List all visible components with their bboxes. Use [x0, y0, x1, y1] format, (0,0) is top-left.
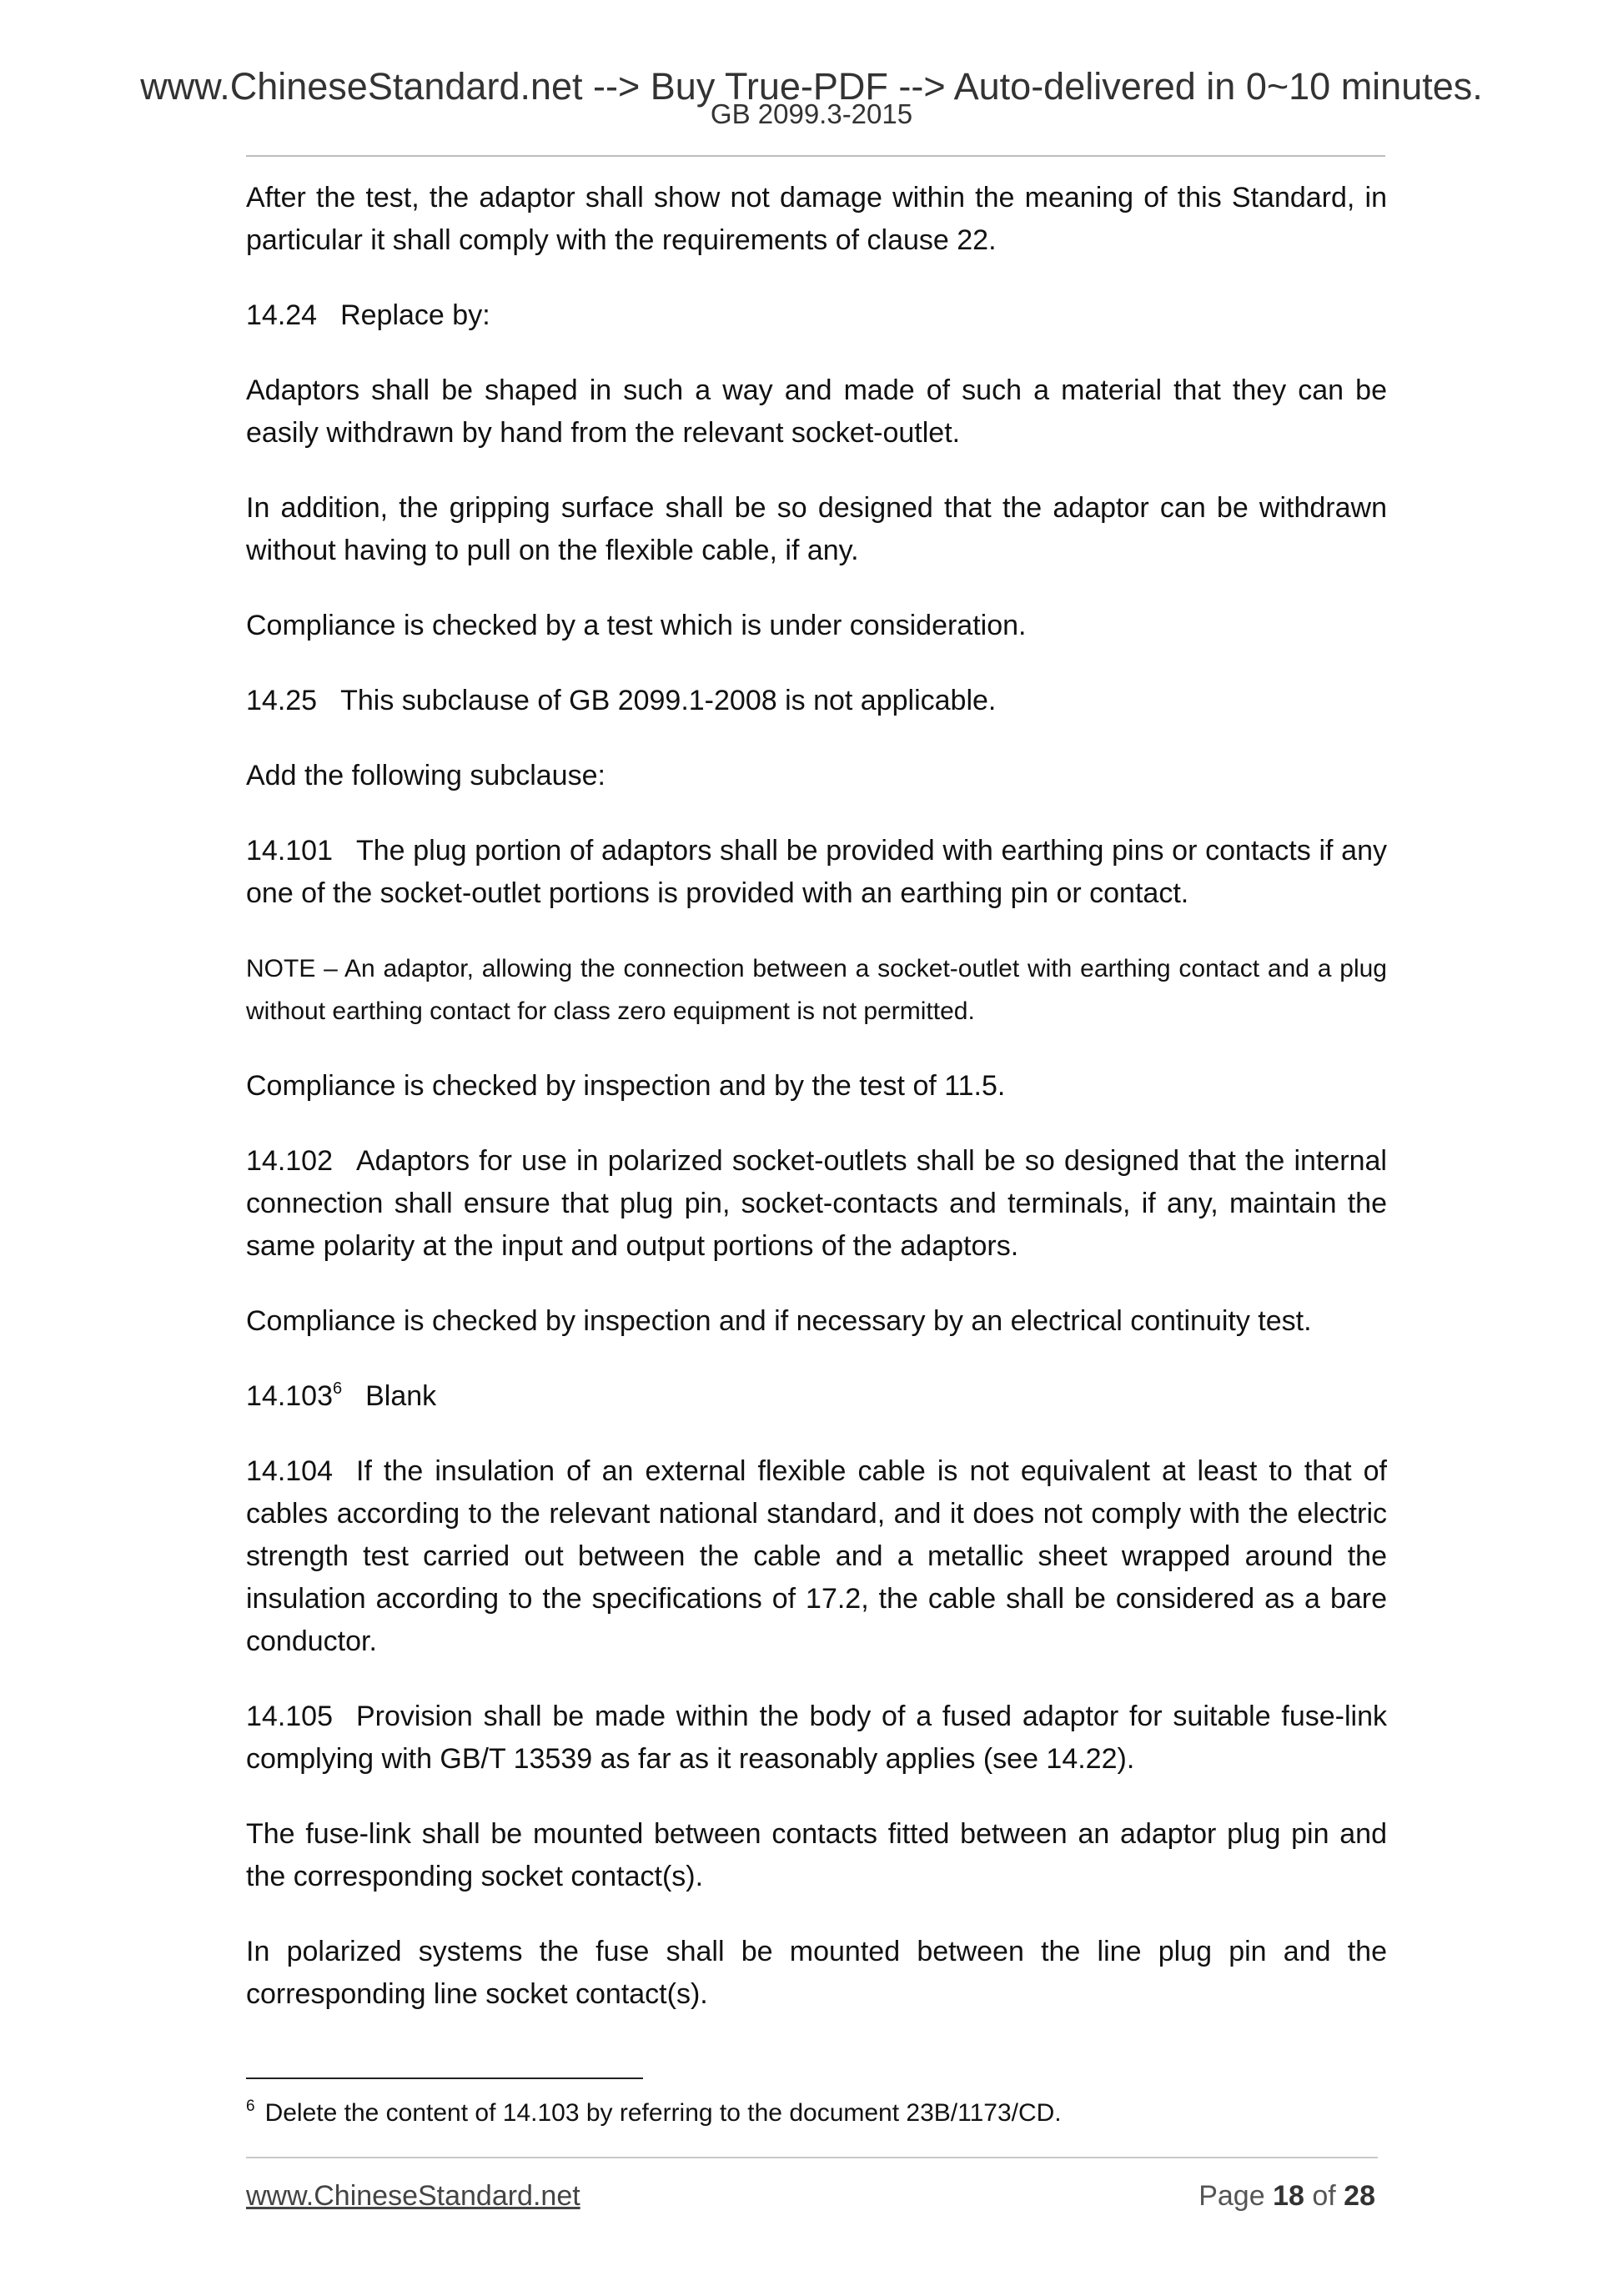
- paragraph: Compliance is checked by inspection and if necessary by an electrical continuity test.: [246, 1305, 1312, 1337]
- note-paragraph: NOTE – An adaptor, allowing the connection between a socket-outlet with earthing contact and a plug without earthing contact for class zero equipment is not permitted.: [246, 955, 1387, 1025]
- clause-number: 14.25: [246, 685, 318, 716]
- footer-site-link[interactable]: www.ChineseStandard.net: [246, 2180, 580, 2212]
- footnote-reference[interactable]: 6: [333, 1379, 343, 1398]
- clause-number: 14.24: [246, 299, 318, 331]
- paragraph: Adaptors shall be shaped in such a way and made of such a material that they can be easily withdrawn by hand from the relevant socket-outlet.: [246, 374, 1387, 449]
- clause-text: Provision shall be made within the body of a fused adaptor for suitable fuse-link complying with GB/T 13539 as far as it reasonably applies (see 14.22).: [246, 1701, 1387, 1775]
- paragraph: After the test, the adaptor shall show not damage within the meaning of this Standard, in particular it shall comply with the requirements of clause 22.: [246, 182, 1387, 256]
- page-total: 28: [1344, 2180, 1375, 2212]
- clause-14-104: [246, 1450, 1387, 1663]
- paragraph: In addition, the gripping surface shall be so designed that the adaptor can be withdrawn without having to pull on the flexible cable, if any.: [246, 492, 1387, 566]
- clause-text: Adaptors for use in polarized socket-outlets shall be so designed that the internal connection shall ensure that plug pin, socket-contacts and terminals, if any, maintain the same polarity at the input and output portions of the adaptors.: [246, 1145, 1387, 1262]
- paragraph: Add the following subclause:: [246, 760, 605, 791]
- header-divider: [246, 155, 1385, 157]
- footnote-mark: 6: [246, 2098, 255, 2115]
- paragraph: Compliance is checked by a test which is under consideration.: [246, 610, 1027, 641]
- clause-14-101: [246, 830, 1387, 915]
- clause-14-24: [246, 294, 1387, 337]
- clause-text: Replace by:: [340, 299, 490, 331]
- footnote-text: Delete the content of 14.103 by referring to the document 23B/1173/CD.: [264, 2099, 1062, 2127]
- page-indicator: [1198, 2178, 1375, 2213]
- clause-number: 14.103: [246, 1380, 333, 1412]
- footnote-divider: [246, 2077, 643, 2079]
- document-code: GB 2099.3-2015: [710, 98, 913, 129]
- paragraph: In polarized systems the fuse shall be mounted between the line plug pin and the corresponding line socket contact(s).: [246, 1936, 1387, 2010]
- clause-14-105: [246, 1696, 1387, 1781]
- page-current: 18: [1273, 2180, 1304, 2212]
- clause-number: 14.102: [246, 1145, 333, 1177]
- footer-divider: [246, 2157, 1378, 2158]
- clause-14-103: [246, 1375, 1387, 1418]
- clause-text: If the insulation of an external flexible cable is not equivalent at least to that of cables according to the relevant national standard, and it does not comply with the electric strength test carried out between the cable and a metallic sheet wrapped around the insulation according to the specifications of 17.2, the cable shall be considered as a bare conductor.: [246, 1455, 1387, 1657]
- clause-text: This subclause of GB 2099.1-2008 is not applicable.: [340, 685, 997, 716]
- clause-14-25: [246, 680, 1387, 722]
- clause-number: 14.101: [246, 835, 333, 867]
- clause-number: 14.104: [246, 1455, 333, 1487]
- site-banner: www.ChineseStandard.net --> Buy True-PDF --> Auto-delivered in 0~10 minutes.: [140, 65, 1483, 108]
- page-body: [246, 177, 1387, 2048]
- clause-number: 14.105: [246, 1701, 333, 1732]
- page-of: of: [1312, 2180, 1336, 2212]
- paragraph: The fuse-link shall be mounted between contacts fitted between an adaptor plug pin and the corresponding socket contact(s).: [246, 1818, 1387, 1892]
- footnote: [246, 2096, 1387, 2131]
- page-label: Page: [1198, 2180, 1265, 2212]
- paragraph: Compliance is checked by inspection and by the test of 11.5.: [246, 1070, 1006, 1102]
- clause-14-102: [246, 1140, 1387, 1268]
- clause-text: The plug portion of adaptors shall be provided with earthing pins or contacts if any one of the socket-outlet portions is provided with an earthing pin or contact.: [246, 835, 1387, 909]
- clause-text: Blank: [365, 1380, 437, 1412]
